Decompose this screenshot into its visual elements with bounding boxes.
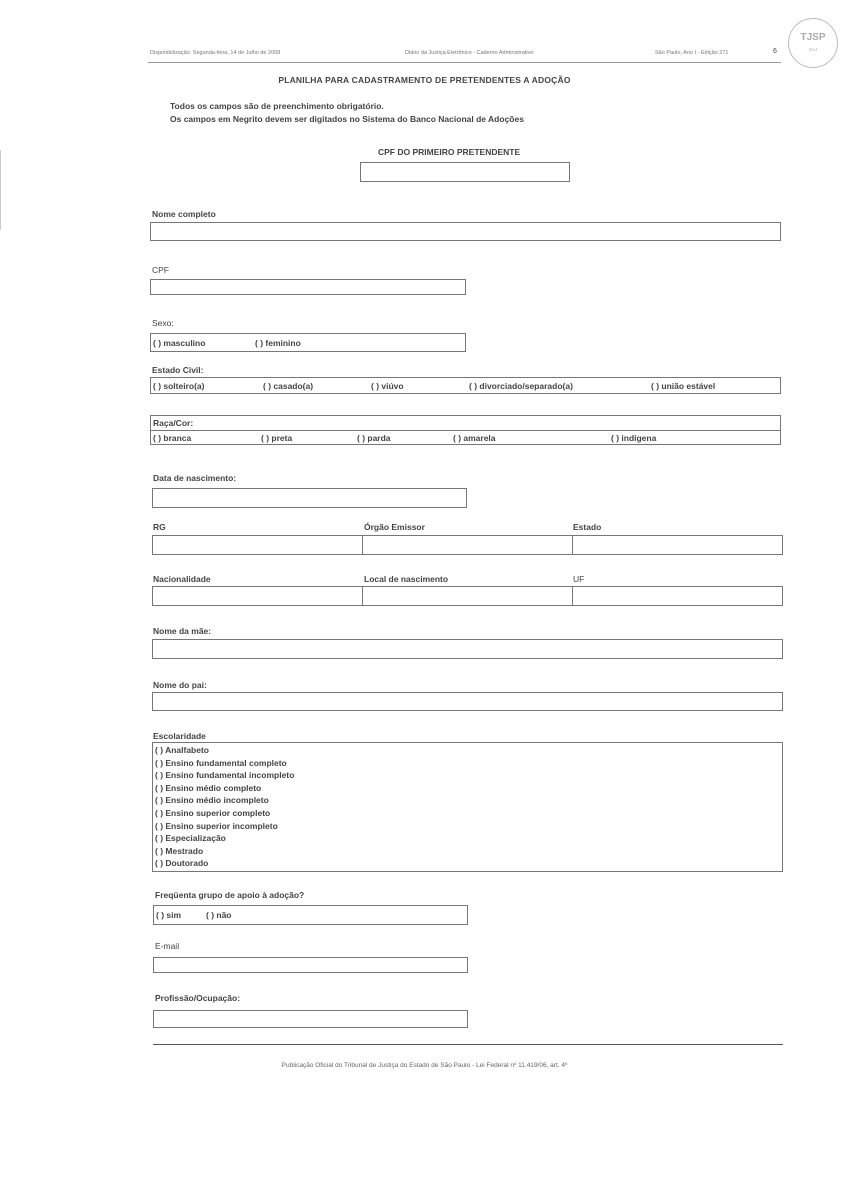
escolaridade-box bbox=[152, 742, 783, 872]
raca-box bbox=[150, 415, 781, 445]
escolaridade-option[interactable]: ( ) Doutorado bbox=[155, 858, 209, 869]
header-right: São Paulo, Ano I - Edição 271 bbox=[655, 50, 729, 56]
raca-label: Raça/Cor: bbox=[153, 418, 194, 428]
sexo-box bbox=[150, 333, 466, 352]
escolaridade-option[interactable]: ( ) Ensino fundamental incompleto bbox=[155, 770, 295, 781]
sexo-option-feminino[interactable]: ( ) feminino bbox=[255, 338, 301, 348]
raca-indigena[interactable]: ( ) indígena bbox=[611, 433, 657, 443]
sexo-label: Sexo: bbox=[152, 318, 174, 328]
estado-field[interactable] bbox=[572, 535, 783, 555]
grupo-label: Freqüenta grupo de apoio à adoção? bbox=[155, 890, 305, 900]
profissao-field[interactable] bbox=[153, 1010, 468, 1028]
estado-civil-box bbox=[150, 377, 781, 394]
escolaridade-option[interactable]: ( ) Especialização bbox=[155, 833, 226, 844]
local-nasc-field[interactable] bbox=[362, 586, 573, 606]
email-field[interactable] bbox=[153, 957, 468, 973]
note-line-1: Todos os campos são de preenchimento obrigatório. bbox=[170, 101, 384, 111]
raca-branca[interactable]: ( ) branca bbox=[153, 433, 192, 443]
estado-civil-viuvo[interactable]: ( ) viúvo bbox=[371, 381, 404, 391]
footer-divider bbox=[153, 1044, 783, 1045]
local-nasc-label: Local de nascimento bbox=[364, 574, 449, 584]
raca-parda[interactable]: ( ) parda bbox=[357, 433, 391, 443]
rg-label: RG bbox=[153, 522, 166, 532]
pai-label: Nome do pai: bbox=[153, 680, 207, 690]
footer-text: Publicação Oficial do Tribunal de Justiça do Estado de São Paulo - Lei Federal nº 11.419/06, art. 4º bbox=[281, 1062, 568, 1069]
seal-subtext: SAJ bbox=[808, 47, 818, 52]
grupo-option-sim[interactable]: ( ) sim bbox=[156, 910, 182, 920]
rg-field[interactable] bbox=[152, 535, 363, 555]
raca-amarela[interactable]: ( ) amarela bbox=[453, 433, 496, 443]
estado-civil-casado[interactable]: ( ) casado(a) bbox=[263, 381, 314, 391]
raca-divider bbox=[151, 430, 780, 431]
header-left: Disponibilização: Segunda-feira, 14 de Julho de 2008 bbox=[150, 50, 281, 56]
uf-label: UF bbox=[573, 574, 585, 584]
orgao-field[interactable] bbox=[362, 535, 573, 555]
email-label: E-mail bbox=[155, 941, 180, 951]
mae-label: Nome da mãe: bbox=[153, 626, 212, 636]
sexo-option-masculino[interactable]: ( ) masculino bbox=[153, 338, 206, 348]
estado-civil-label: Estado Civil: bbox=[152, 365, 204, 375]
cpf-primeiro-label: CPF DO PRIMEIRO PRETENDENTE bbox=[378, 147, 521, 157]
raca-preta[interactable]: ( ) preta bbox=[261, 433, 293, 443]
escolaridade-option[interactable]: ( ) Ensino médio incompleto bbox=[155, 795, 269, 806]
escolaridade-option[interactable]: ( ) Ensino superior incompleto bbox=[155, 820, 278, 831]
profissao-label: Profissão/Ocupação: bbox=[155, 993, 241, 1003]
escolaridade-option[interactable]: ( ) Ensino superior completo bbox=[155, 807, 271, 818]
estado-civil-uniao[interactable]: ( ) união estável bbox=[651, 381, 716, 391]
escolaridade-list bbox=[155, 744, 294, 870]
seal-text: TJSP bbox=[800, 32, 826, 43]
estado-label: Estado bbox=[573, 522, 602, 532]
escolaridade-option[interactable]: ( ) Ensino fundamental completo bbox=[155, 757, 287, 768]
left-edge-mark bbox=[0, 150, 1, 230]
escolaridade-option[interactable]: ( ) Analfabeto bbox=[155, 745, 209, 755]
escolaridade-label: Escolaridade bbox=[153, 731, 206, 741]
mae-field[interactable] bbox=[152, 639, 783, 659]
orgao-label: Órgão Emissor bbox=[364, 522, 425, 532]
header-divider bbox=[148, 62, 781, 63]
escolaridade-option[interactable]: ( ) Mestrado bbox=[155, 845, 204, 856]
estado-civil-solteiro[interactable]: ( ) solteiro(a) bbox=[153, 381, 205, 391]
pai-field[interactable] bbox=[152, 692, 783, 711]
nascimento-field[interactable] bbox=[152, 488, 467, 508]
cpf-primeiro-field[interactable] bbox=[360, 162, 570, 182]
cpf-field[interactable] bbox=[150, 279, 466, 295]
uf-field[interactable] bbox=[572, 586, 783, 606]
estado-civil-divorciado[interactable]: ( ) divorciado/separado(a) bbox=[469, 381, 573, 391]
form-title: PLANILHA PARA CADASTRAMENTO DE PRETENDENTES A ADOÇÃO bbox=[278, 75, 571, 85]
nascimento-label: Data de nascimento: bbox=[153, 473, 237, 483]
nome-label: Nome completo bbox=[152, 209, 216, 219]
note-line-2: Os campos em Negrito devem ser digitados no Sistema do Banco Nacional de Adoções bbox=[170, 114, 524, 124]
grupo-box bbox=[153, 905, 468, 925]
cpf-label: CPF bbox=[152, 265, 169, 275]
tjsp-seal bbox=[788, 18, 838, 68]
nacionalidade-field[interactable] bbox=[152, 586, 363, 606]
nome-field[interactable] bbox=[150, 222, 781, 241]
header-center: Diário da Justiça Eletrônico - Caderno Administrativo bbox=[405, 50, 534, 56]
escolaridade-option[interactable]: ( ) Ensino médio completo bbox=[155, 782, 262, 793]
nacionalidade-label: Nacionalidade bbox=[153, 574, 211, 584]
grupo-option-nao[interactable]: ( ) não bbox=[206, 910, 232, 920]
page-number: 6 bbox=[773, 48, 777, 55]
